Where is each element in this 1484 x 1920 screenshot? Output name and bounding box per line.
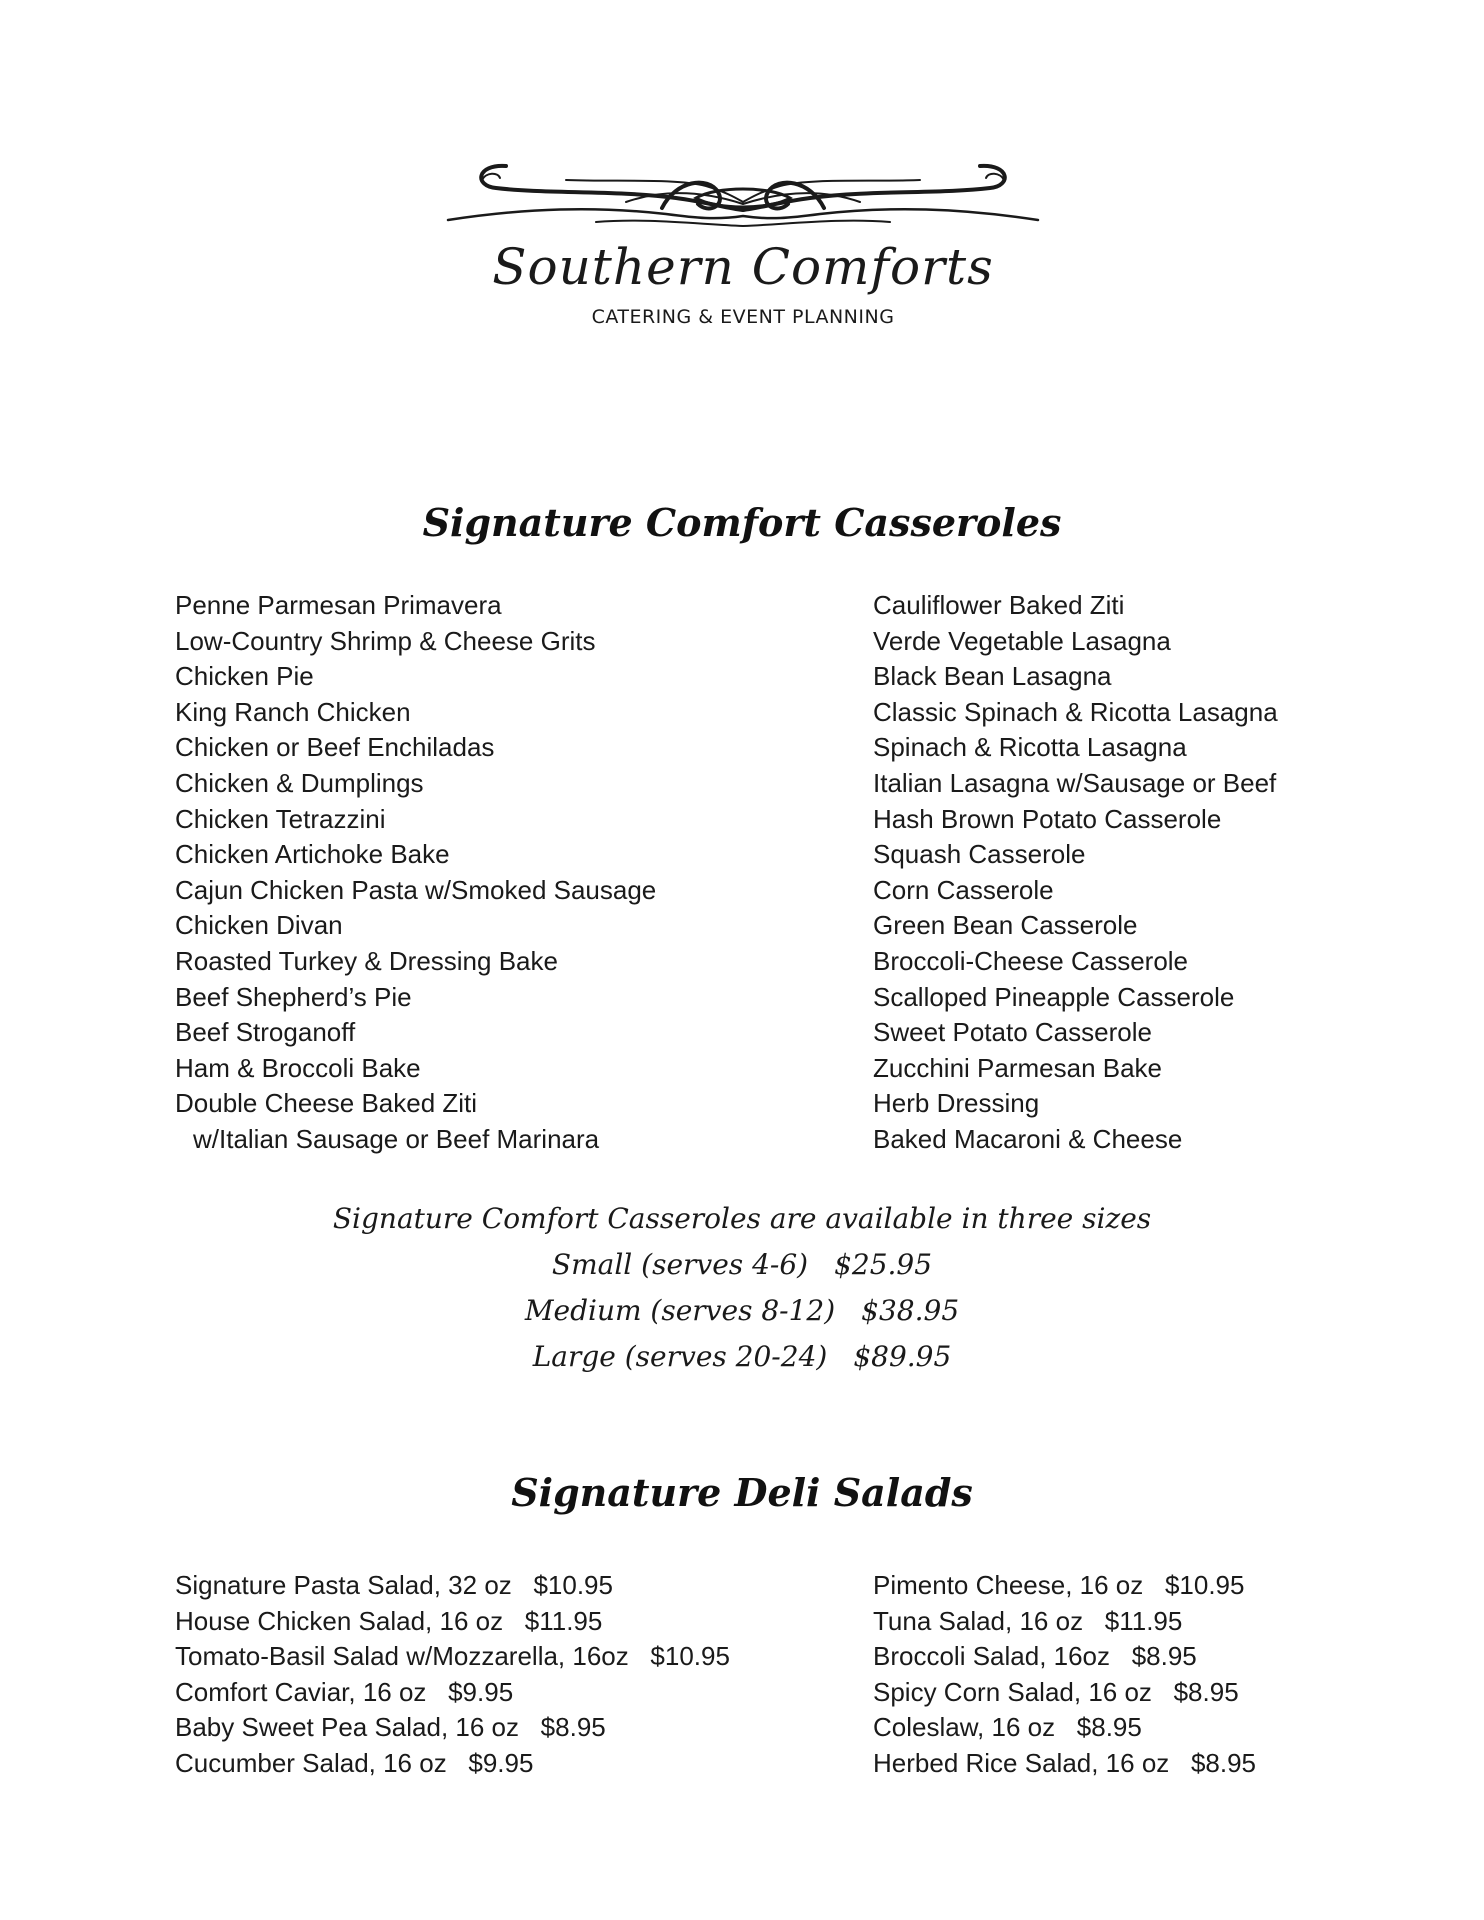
list-item: Chicken Pie [175, 661, 314, 692]
scroll-ornament-icon [446, 158, 1040, 238]
list-item: Herbed Rice Salad, 16 oz $8.95 [873, 1747, 1257, 1778]
list-item: Low-Country Shrimp & Cheese Grits [175, 625, 596, 656]
salads-list-right [873, 1568, 1256, 1782]
size-price: $89.95 [853, 1340, 952, 1373]
list-item: Spinach & Ricotta Lasagna [873, 732, 1187, 763]
salads-list-left [175, 1568, 730, 1782]
list-item: Hash Brown Potato Casserole [873, 803, 1222, 834]
list-item: Scalloped Pineapple Casserole [873, 981, 1235, 1012]
list-item: Chicken Divan [175, 910, 343, 941]
list-item: Roasted Turkey & Dressing Bake [175, 945, 558, 976]
list-item: Baked Macaroni & Cheese [873, 1123, 1183, 1154]
casseroles-list-left [175, 588, 656, 1158]
list-item: Squash Casserole [873, 839, 1086, 870]
list-item: Tomato-Basil Salad w/Mozzarella, 16oz $10.95 [175, 1641, 730, 1672]
list-item: Black Bean Lasagna [873, 661, 1112, 692]
logo-name: Southern Comforts [492, 238, 994, 296]
list-item: Chicken Tetrazzini [175, 803, 386, 834]
list-item: Beef Stroganoff [175, 1017, 356, 1048]
list-item: Double Cheese Baked Ziti [175, 1088, 478, 1119]
list-item: Herb Dressing [873, 1088, 1040, 1119]
list-item: Penne Parmesan Primavera [175, 590, 502, 620]
logo-tagline: CATERING & EVENT PLANNING [591, 306, 895, 328]
casserole-sizes [0, 1196, 1484, 1380]
size-label: Large (serves 20-24) [532, 1340, 828, 1373]
list-item: Verde Vegetable Lasagna [873, 625, 1171, 656]
casseroles-section-title: Signature Comfort Casseroles [422, 500, 1062, 545]
list-item: Broccoli Salad, 16oz $8.95 [873, 1641, 1197, 1672]
list-item: Cauliflower Baked Ziti [873, 590, 1125, 620]
size-price: $38.95 [861, 1294, 960, 1327]
list-item: Tuna Salad, 16 oz $11.95 [873, 1605, 1183, 1636]
size-label: Medium (serves 8-12) [524, 1294, 836, 1327]
list-item: Sweet Potato Casserole [873, 1017, 1152, 1048]
size-label: Small (serves 4-6) [551, 1248, 809, 1281]
logo [446, 158, 1040, 338]
list-item: Ham & Broccoli Bake [175, 1052, 421, 1083]
size-row [0, 1288, 1484, 1334]
list-item: Chicken & Dumplings [175, 767, 424, 798]
list-item: Pimento Cheese, 16 oz $10.95 [873, 1570, 1245, 1600]
list-item: Signature Pasta Salad, 32 oz $10.95 [175, 1570, 613, 1600]
list-item: King Ranch Chicken [175, 696, 411, 727]
size-price: $25.95 [834, 1248, 933, 1281]
sizes-intro: Signature Comfort Casseroles are available in three sizes [332, 1202, 1152, 1235]
list-item: Green Bean Casserole [873, 910, 1138, 941]
list-item: Corn Casserole [873, 874, 1054, 905]
list-item: Chicken Artichoke Bake [175, 839, 450, 870]
list-item: Spicy Corn Salad, 16 oz $8.95 [873, 1676, 1239, 1707]
size-row [0, 1334, 1484, 1380]
list-item: House Chicken Salad, 16 oz $11.95 [175, 1605, 603, 1636]
list-item: Italian Lasagna w/Sausage or Beef [873, 767, 1277, 798]
list-item: Coleslaw, 16 oz $8.95 [873, 1712, 1142, 1743]
list-item: Classic Spinach & Ricotta Lasagna [873, 696, 1278, 727]
list-item: Cucumber Salad, 16 oz $9.95 [175, 1747, 534, 1778]
salads-section-title: Signature Deli Salads [511, 1470, 973, 1515]
list-item: w/Italian Sausage or Beef Marinara [193, 1123, 600, 1154]
list-item: Comfort Caviar, 16 oz $9.95 [175, 1676, 514, 1707]
list-item: Beef Shepherd’s Pie [175, 981, 412, 1012]
casseroles-list-right [873, 588, 1278, 1158]
list-item: Broccoli-Cheese Casserole [873, 945, 1189, 976]
list-item: Cajun Chicken Pasta w/Smoked Sausage [175, 874, 657, 905]
list-item: Chicken or Beef Enchiladas [175, 732, 495, 763]
list-item: Baby Sweet Pea Salad, 16 oz $8.95 [175, 1712, 606, 1743]
size-row [0, 1242, 1484, 1288]
list-item: Zucchini Parmesan Bake [873, 1052, 1163, 1083]
